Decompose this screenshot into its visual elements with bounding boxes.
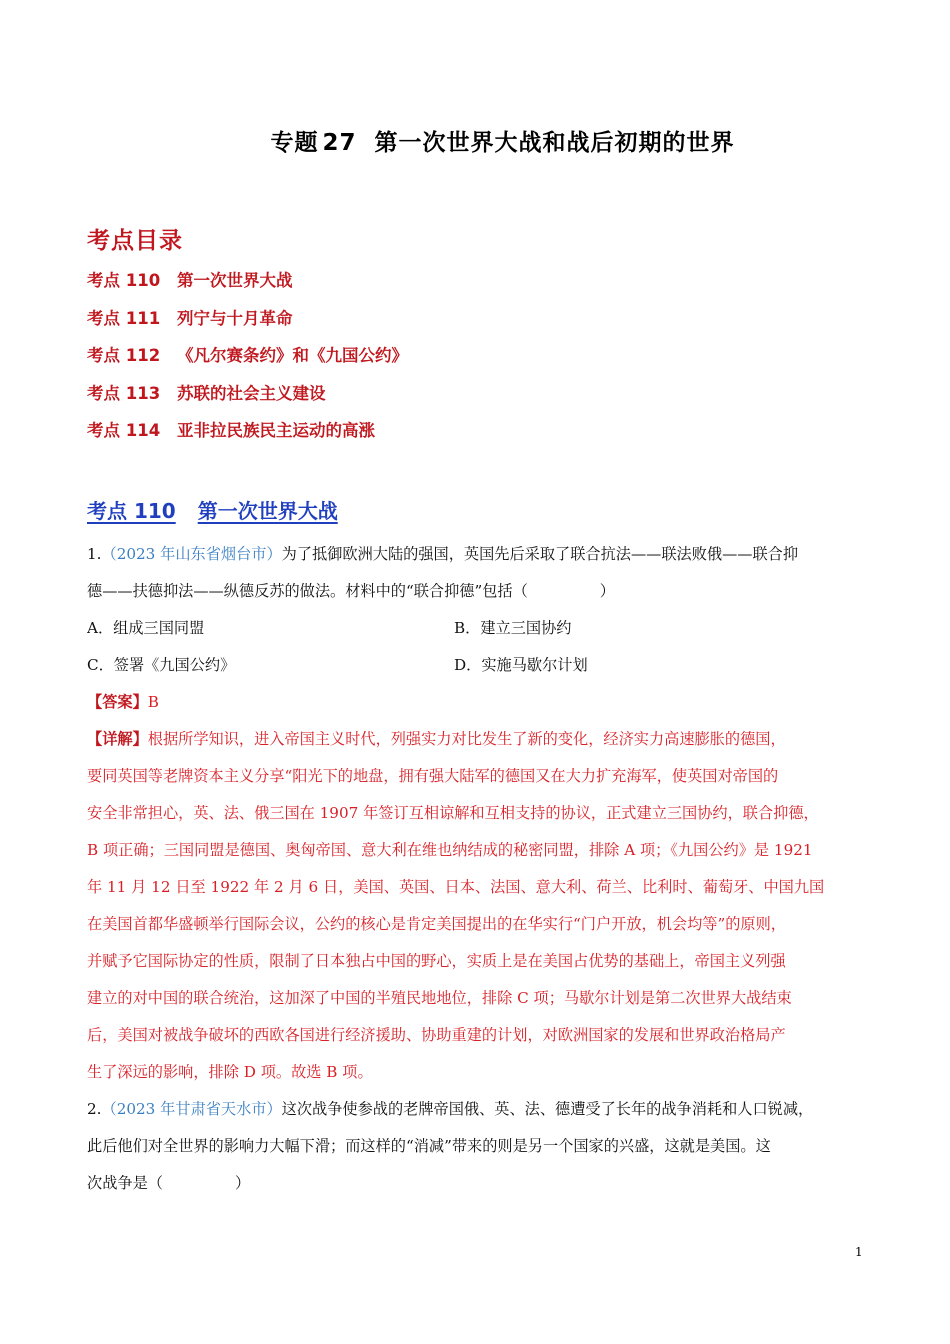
q1-stem: 为了抵御欧洲大陆的强国，英国先后采取了联合抗法——联法败俄——联合抑: [281, 545, 799, 563]
q2-source: （2023 年甘肃省天水市）: [101, 1100, 282, 1118]
explain-line: 并赋予它国际协定的性质，限制了日本独占中国的野心，实质上是在美国占优势的基础上，帝国主义列强: [87, 952, 786, 970]
explain-line: 生了深远的影响，排除 D 项。故选 B 项。: [87, 1063, 373, 1081]
toc-item-code: 考点 113: [87, 383, 161, 403]
q1-stem: 德——扶德抑法——纵德反苏的做法。材料中的“联合抑德”包括（: [87, 582, 528, 600]
toc-item-label: 列宁与十月革命: [177, 308, 293, 328]
explain-line: 后，美国对被战争破坏的西欧各国进行经济援助、协助重建的计划，对欧洲国家的发展和世界政治格局产: [87, 1026, 786, 1044]
document-title: [0, 124, 950, 157]
toc-item-code: 考点 110: [87, 271, 161, 290]
answer-tag: 【答案】: [87, 693, 148, 711]
option-b[interactable]: B．建立三国协约: [454, 619, 572, 637]
toc-item[interactable]: [87, 341, 408, 379]
explain-line: 要同英国等老牌资本主义分享“阳光下的地盘，拥有强大陆军的德国又在大力扩充海军，使英国对帝国的: [87, 767, 779, 785]
q1-number: 1.: [87, 545, 102, 563]
explain-text: 根据所学知识，进入帝国主义时代，列强实力对比发生了新的变化，经济实力高速膨胀的德国，: [147, 730, 786, 748]
toc-item[interactable]: [87, 416, 408, 454]
q1-answer: [87, 688, 863, 725]
q1-stem-line: [87, 540, 863, 577]
toc-item-label: 第一次世界大战: [177, 271, 293, 290]
explain-line: 安全非常担心，英、法、俄三国在 1907 年签订互相谅解和互相支持的协议，正式建立三国协约，联合抑德，: [87, 804, 819, 822]
toc-item-code: 考点 112: [87, 346, 161, 365]
q2-stem-line: [87, 1095, 863, 1132]
explain-line: 建立的对中国的联合统治，这加深了中国的半殖民地地位，排除 C 项；马歇尔计划是第二次世界大战结束: [87, 989, 792, 1007]
q1-options-row: [87, 651, 863, 688]
toc-list: [87, 266, 408, 454]
explain-tag: 【详解】: [87, 730, 148, 748]
title-text: 第一次世界大战和战后初期的世界: [374, 130, 735, 156]
q1-stem-line: [87, 577, 863, 614]
toc-item-code: 考点 111: [87, 308, 161, 328]
explain-line: 在美国首都华盛顿举行国际会议，公约的核心是肯定美国提出的在华实行“门户开放，机会均等”的原则，: [87, 915, 786, 933]
q1-stem: ）: [599, 582, 615, 600]
toc-item[interactable]: [87, 379, 408, 417]
q2-stem-line: [87, 1169, 863, 1206]
q2-stem: ）: [234, 1174, 251, 1192]
toc-heading: 考点目录: [87, 228, 183, 254]
q2-stem: 这次战争使参战的老牌帝国俄、英、法、德遭受了长年的战争消耗和人口锐减，: [281, 1100, 814, 1118]
toc-item-label: 《凡尔赛条约》和《九国公约》: [177, 346, 408, 365]
q2-number: 2.: [87, 1100, 102, 1118]
title-number: 27: [322, 130, 357, 156]
section-heading[interactable]: [87, 495, 338, 524]
explain-line: B 项正确；三国同盟是德国、奥匈帝国、意大利在维也纳结成的秘密同盟，排除 A 项；《九国公约》是 1921: [87, 841, 813, 859]
q1-source: （2023 年山东省烟台市）: [101, 545, 282, 563]
section-title: 第一次世界大战: [197, 499, 338, 523]
toc-item[interactable]: [87, 304, 408, 342]
section-code: 考点 110: [87, 499, 176, 523]
q2-stem-line: 此后他们对全世界的影响力大幅下滑；而这样的“消减”带来的则是另一个国家的兴盛，这就是美国。这: [87, 1137, 771, 1155]
option-a[interactable]: A．组成三国同盟: [87, 619, 205, 637]
explain-line: 年 11 月 12 日至 1922 年 2 月 6 日，美国、英国、日本、法国、意大利、荷兰、比利时、葡萄牙、中国九国: [87, 878, 825, 896]
answer-value: B: [147, 693, 159, 711]
option-c[interactable]: C．签署《九国公约》: [87, 656, 236, 674]
title-prefix: 专题: [270, 130, 319, 156]
toc-item-label: 亚非拉民族民主运动的高涨: [177, 421, 375, 440]
option-d[interactable]: D．实施马歇尔计划: [454, 656, 588, 674]
q2-stem: 次战争是（: [87, 1174, 163, 1192]
question-content: [87, 540, 863, 1206]
toc-item-code: 考点 114: [87, 421, 161, 440]
toc-item-label: 苏联的社会主义建设: [177, 383, 326, 403]
page-number: 1: [855, 1245, 863, 1259]
q1-options-row: [87, 614, 863, 651]
toc-item[interactable]: [87, 266, 408, 304]
explain-line: [87, 725, 863, 762]
